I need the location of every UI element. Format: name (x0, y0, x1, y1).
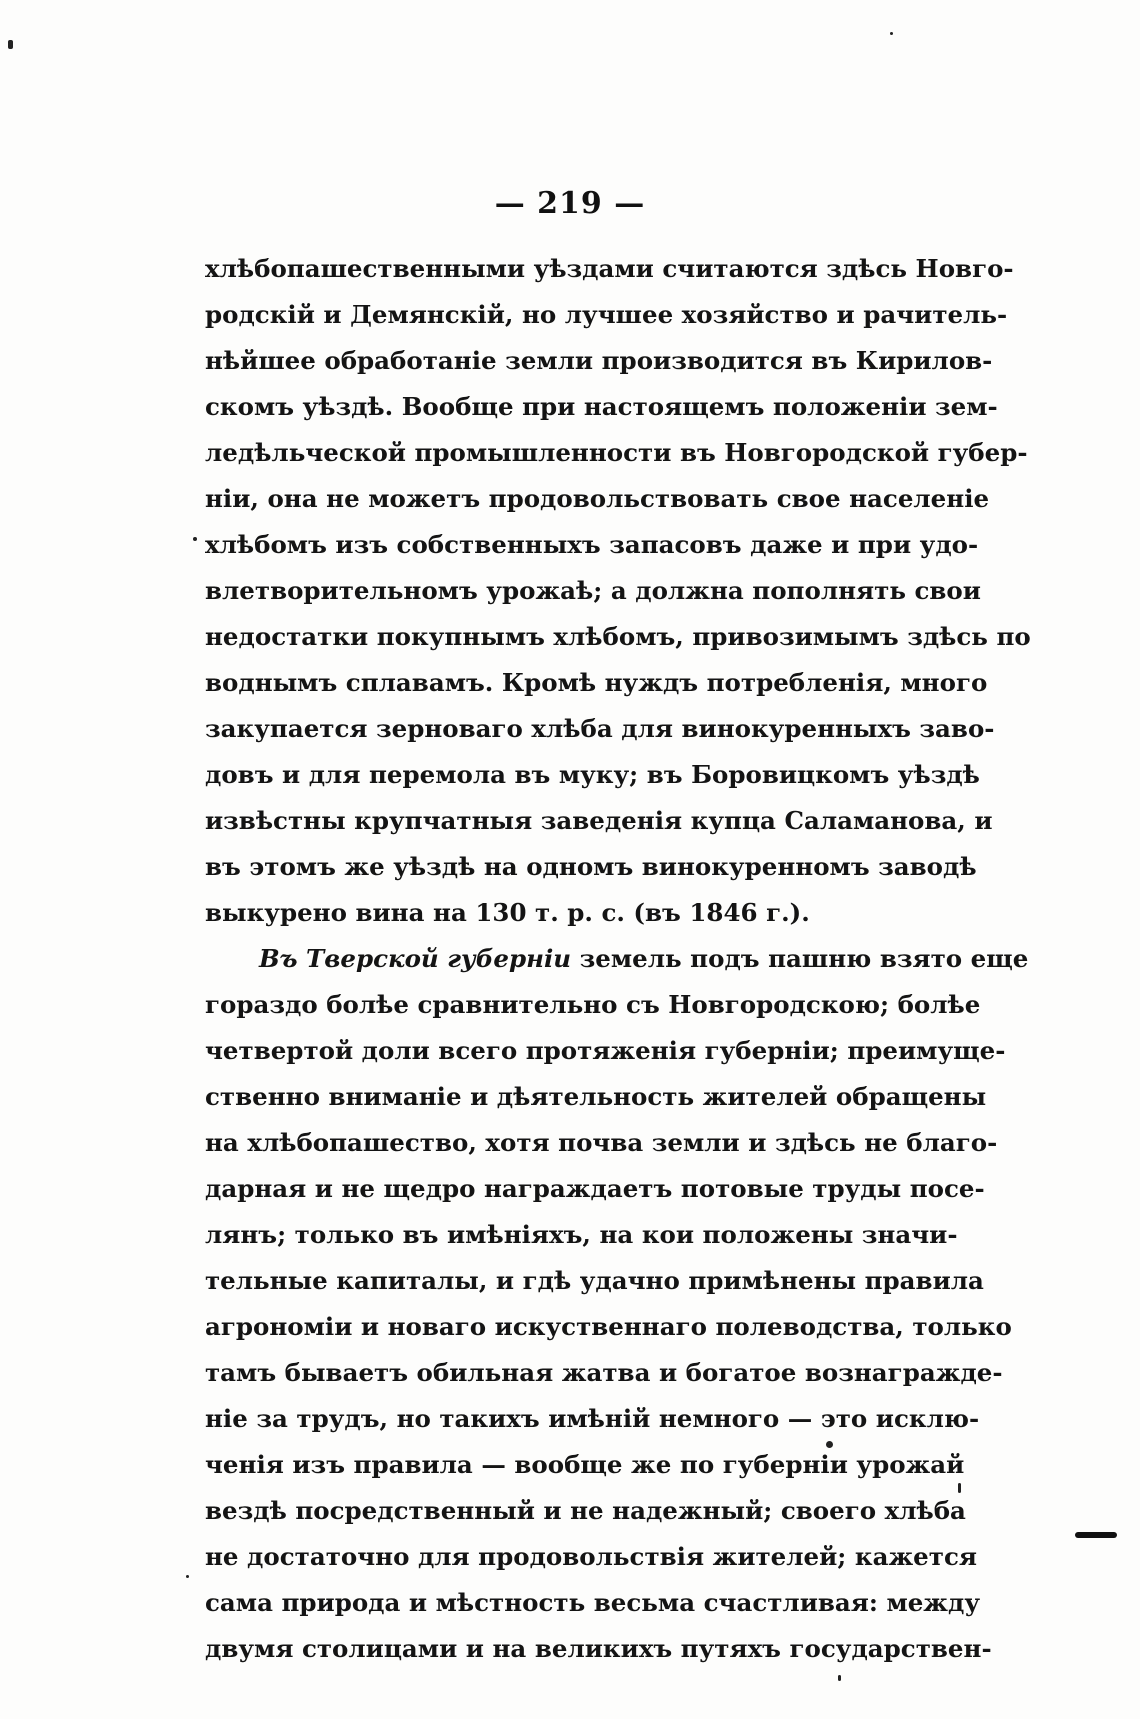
scan-speck (838, 1675, 841, 1681)
text-line: двумя столицами и на великихъ путяхъ государствен- (205, 1634, 992, 1663)
text-line: лянъ; только въ имѣніяхъ, на кои положены значи- (205, 1220, 958, 1249)
italic-lead: Въ Тверской губерніи (259, 944, 572, 973)
text-line-rest: земель подъ пашню взято еще (579, 944, 1029, 973)
text-line: ніи, она не можетъ продовольствовать свое населеніе (205, 484, 990, 513)
text-line: не достаточно для продовольствія жителей; кажется (205, 1542, 977, 1571)
body-text (205, 246, 1031, 1672)
text-line: четвертой доли всего протяженія губерніи; преимуще- (205, 1036, 1006, 1065)
text-line: извѣстны крупчатныя заведенія купца Саламанова, и (205, 806, 993, 835)
scan-speck (890, 32, 893, 35)
scan-speck (958, 1483, 961, 1493)
paragraph-2 (205, 936, 1029, 1672)
text-line: ледѣльческой промышленности въ Новгородской губер- (205, 438, 1028, 467)
text-line: выкурено вина на 130 т. р. с. (въ 1846 г.). (205, 898, 810, 927)
text-line: хлѣбомъ изъ собственныхъ запасовъ даже и при удо- (205, 530, 979, 559)
text-line: гораздо болѣе сравнительно съ Новгородскою; болѣе (205, 990, 981, 1019)
text-line-first (205, 936, 1029, 982)
scan-speck (186, 1575, 189, 1578)
text-line: тельные капиталы, и гдѣ удачно примѣнены правила (205, 1266, 984, 1295)
scan-speck (8, 40, 13, 49)
text-line: ченія изъ правила — вообще же по губерніи урожай (205, 1450, 965, 1479)
scan-speck (193, 537, 197, 541)
text-line: дарная и не щедро награждаетъ потовые труды посе- (205, 1174, 985, 1203)
text-line: хлѣбопашественными уѣздами считаются здѣсь Новго- (205, 254, 1014, 283)
text-line: влетворительномъ урожаѣ; а должна пополнять свои (205, 576, 981, 605)
text-line: въ этомъ же уѣздѣ на одномъ винокуренномъ заводѣ (205, 852, 977, 881)
page-number: — 219 — (494, 186, 646, 221)
text-line: закупается зерноваго хлѣба для винокуренныхъ заво- (205, 714, 995, 743)
text-line: сама природа и мѣстность весьма счастливая: между (205, 1588, 981, 1617)
paragraph-1 (205, 246, 1031, 936)
text-line: скомъ уѣздѣ. Вообще при настоящемъ положеніи зем- (205, 392, 998, 421)
text-line: ственно вниманіе и дѣятельность жителей обращены (205, 1082, 987, 1111)
text-line: довъ и для перемола въ муку; въ Боровицкомъ уѣздѣ (205, 760, 980, 789)
scan-dash-mark (1075, 1532, 1117, 1538)
text-line: родскій и Демянскій, но лучшее хозяйство и рачитель- (205, 300, 1008, 329)
text-line: нѣйшее обработаніе земли производится въ Кирилов- (205, 346, 993, 375)
text-line: на хлѣбопашество, хотя почва земли и здѣсь не благо- (205, 1128, 998, 1157)
text-line: агрономіи и новаго искуственнаго полеводства, только (205, 1312, 1012, 1341)
text-line: тамъ бываетъ обильная жатва и богатое вознагражде- (205, 1358, 1003, 1387)
scan-speck (826, 1441, 833, 1448)
text-line: вездѣ посредственный и не надежный; своего хлѣба (205, 1496, 966, 1525)
text-line: ніе за трудъ, но такихъ имѣній немного — это исклю- (205, 1404, 980, 1433)
text-line: воднымъ сплавамъ. Кромѣ нуждъ потребленія, много (205, 668, 988, 697)
text-line: недостатки покупнымъ хлѣбомъ, привозимымъ здѣсь по (205, 622, 1031, 651)
